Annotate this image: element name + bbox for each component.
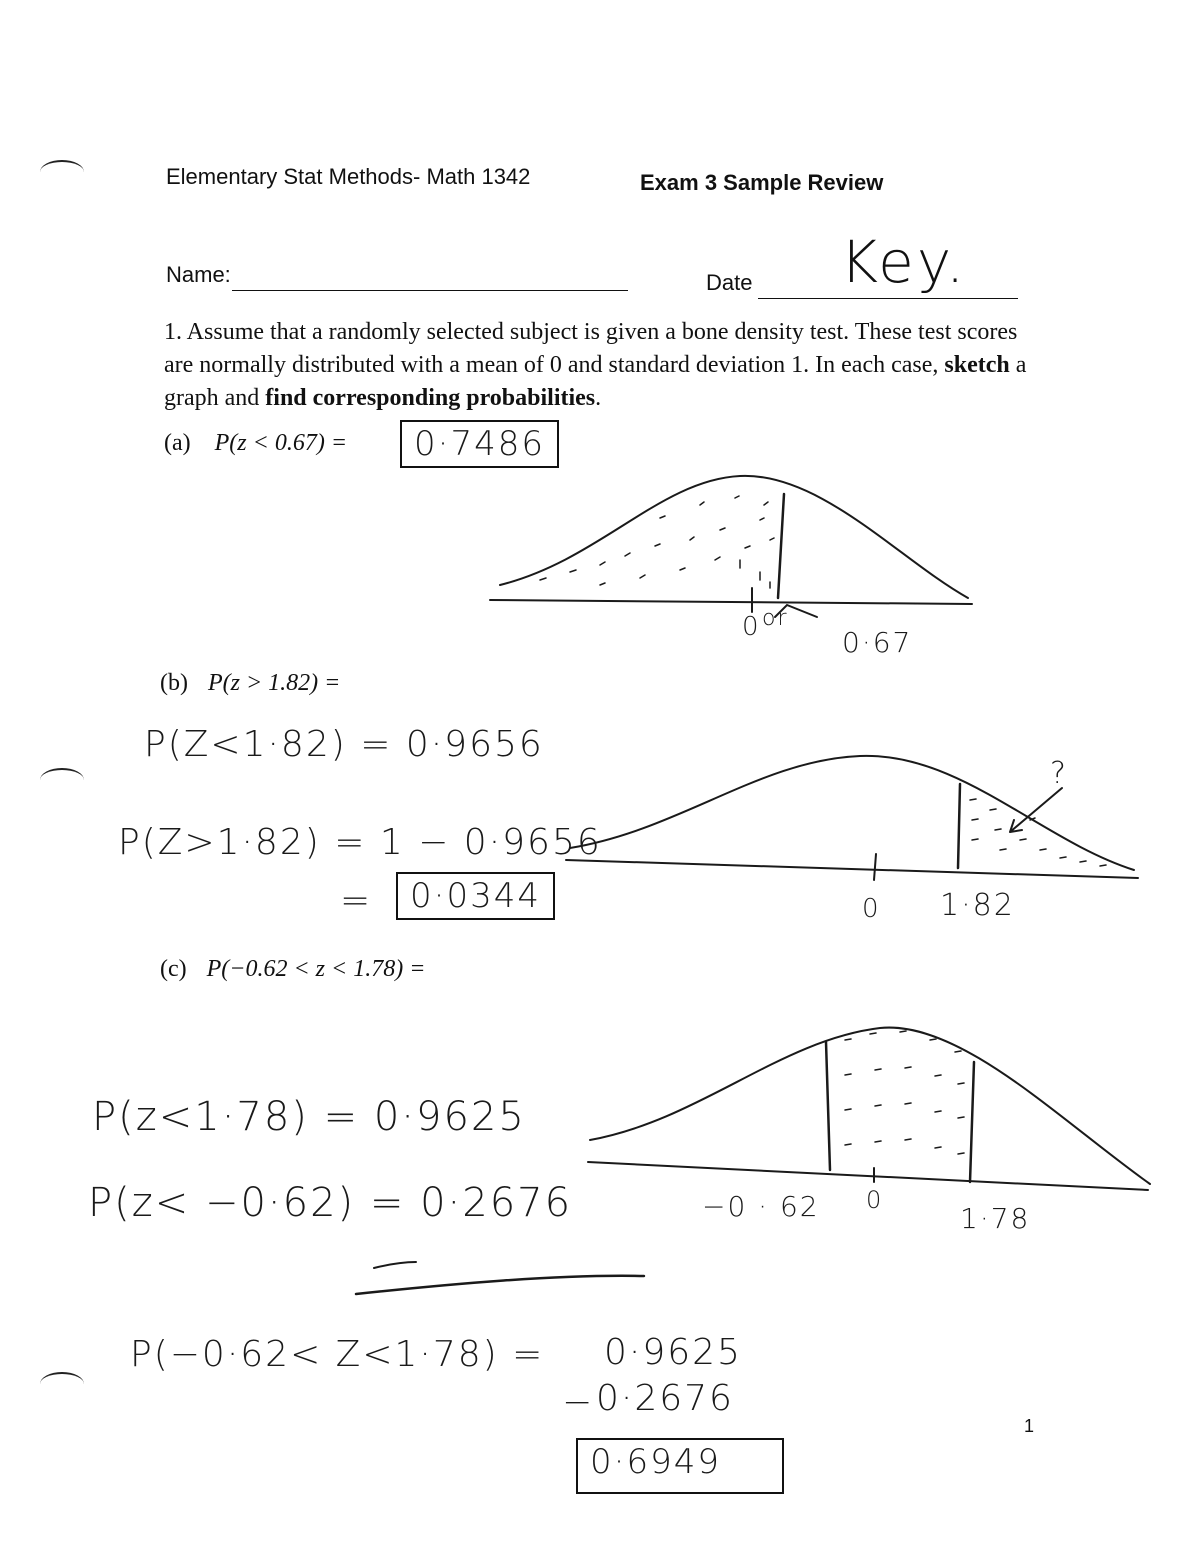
part-b-work-1: P(Z<1·82) = 0·9656 <box>144 724 544 765</box>
question-intro: 1. Assume that a randomly selected subject is given a bone density test. These test scores are normally distributed with a mean of 0 and standard deviation 1. In each case, <box>164 319 1018 378</box>
part-a-axis-line <box>490 600 972 604</box>
part-b-axis-value: 1·82 <box>940 888 1015 923</box>
part-a-shading <box>540 496 774 588</box>
part-a-normal-curve <box>490 476 972 617</box>
part-c-final-lhs: P(−0·62< Z<1·78) = <box>130 1334 545 1375</box>
question-intro-end: . <box>595 385 602 411</box>
part-a-axis-or: or <box>762 606 789 631</box>
part-c-axis-line <box>588 1162 1148 1190</box>
part-c-shading <box>845 1031 964 1154</box>
exam-title: Exam 3 Sample Review <box>640 170 884 195</box>
part-b-work-3-equals: = <box>340 880 373 921</box>
part-c-final-value-1: 0·9625 <box>604 1332 742 1373</box>
part-b-normal-curve <box>566 756 1138 880</box>
part-c-minus-sign: − <box>562 1382 595 1423</box>
part-a-axis-value: 0·67 <box>842 626 913 659</box>
part-c-left-cutoff <box>826 1042 830 1170</box>
part-a-arrow-mark <box>775 605 817 617</box>
name-label: Name: <box>166 262 231 287</box>
date-label: Date <box>706 270 753 295</box>
part-c-underline <box>356 1276 644 1294</box>
part-b-cutoff-line <box>958 784 960 868</box>
part-c-short-stroke <box>374 1262 416 1268</box>
part-c-work-1: P(z<1·78) = 0·9625 <box>92 1094 526 1140</box>
part-b-mean-tick <box>874 854 876 880</box>
part-a-bell-curve <box>500 476 968 598</box>
part-c-axis-zero: 0 <box>866 1186 884 1214</box>
handwritten-key: Key. <box>840 228 968 296</box>
page-number: 1 <box>1024 1416 1035 1436</box>
question-intro-mid: a graph and <box>164 352 1027 411</box>
part-a-label: (a) <box>164 430 191 456</box>
part-b-axis-zero: 0 <box>862 894 881 924</box>
part-a-cutoff-line <box>778 494 784 598</box>
part-c-bell-curve <box>590 1028 1150 1184</box>
part-b-answer-box: 0·0344 <box>396 872 555 920</box>
course-title: Elementary Stat Methods- Math 1342 <box>166 164 531 189</box>
part-a-answer-box: 0·7486 <box>400 420 559 468</box>
part-a-axis-zero: 0 <box>742 612 761 642</box>
question-bold-sketch: sketch <box>944 352 1010 378</box>
part-c-axis-neg: −0 · 62 <box>702 1190 820 1223</box>
part-a-expression: P(z < 0.67) = <box>214 430 348 456</box>
part-c-answer-box: 0·6949 <box>576 1438 784 1494</box>
part-c-label: (c) <box>160 956 187 982</box>
part-c-normal-curve <box>588 1028 1150 1190</box>
part-b-work-2: P(Z>1·82) = 1 − 0·9656 <box>118 822 602 863</box>
part-c-expression: P(−0.62 < z < 1.78) = <box>206 956 426 982</box>
part-b-bell-curve <box>570 756 1134 870</box>
part-b-question-mark: ? <box>1050 756 1068 791</box>
question-bold-find: find corresponding probabilities <box>265 385 596 411</box>
part-b-label: (b) <box>160 670 188 696</box>
part-b-axis-line <box>566 860 1138 878</box>
part-c-final-value-2: 0·2676 <box>596 1378 734 1419</box>
part-c-right-cutoff <box>970 1062 974 1182</box>
part-c-axis-value: 1·78 <box>960 1202 1031 1235</box>
part-c-work-2: P(z< −0·62) = 0·2676 <box>88 1180 573 1226</box>
part-b-expression: P(z > 1.82) = <box>207 670 341 696</box>
